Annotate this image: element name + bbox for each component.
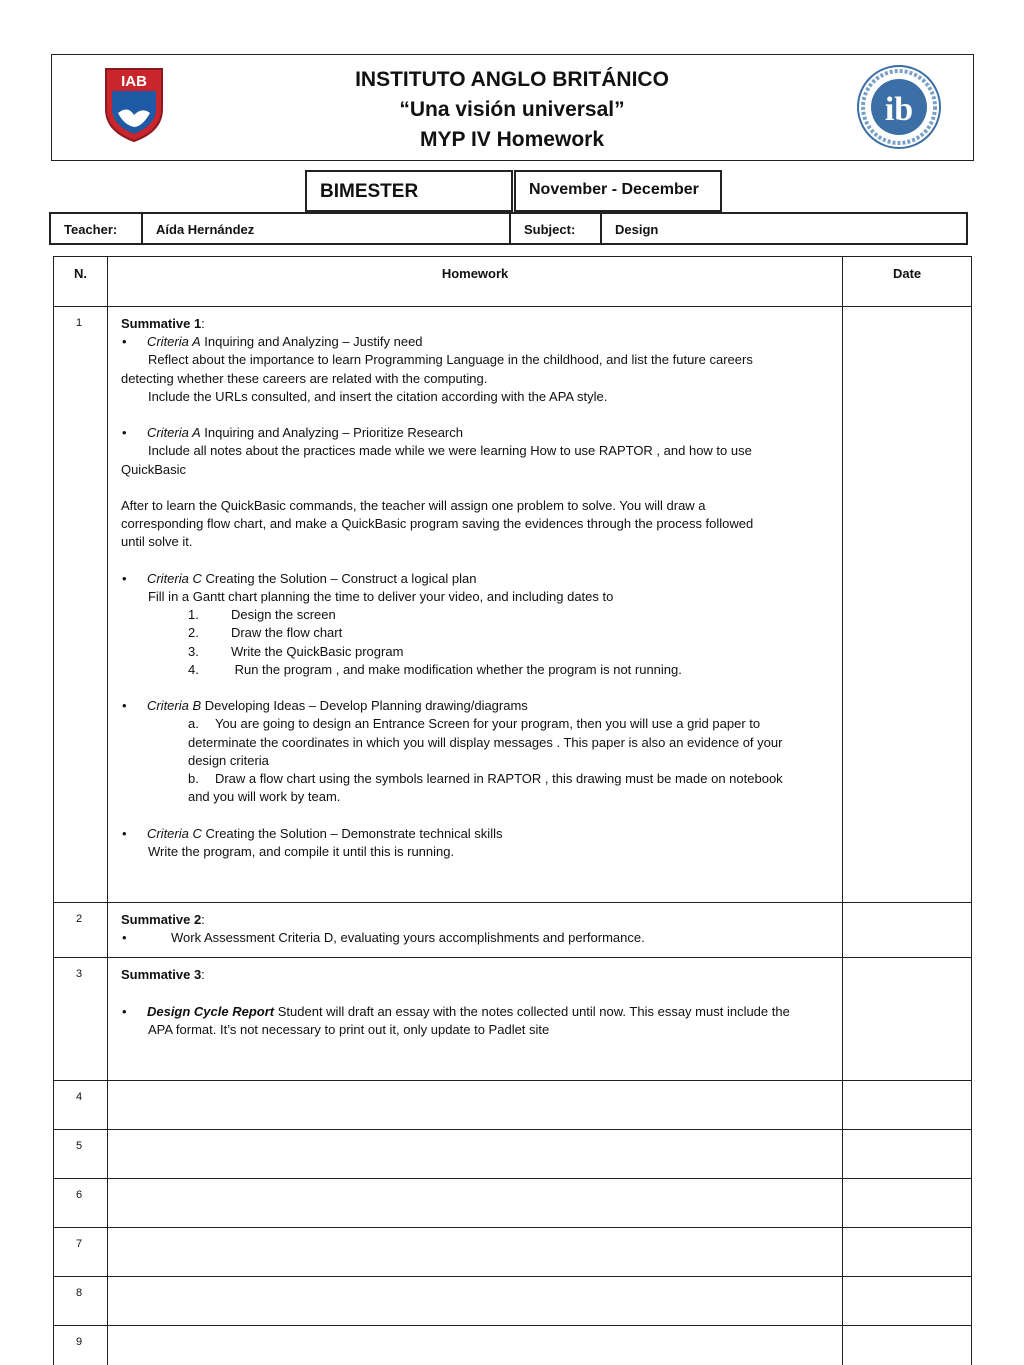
criteria-title: Inquiring and Analyzing – Prioritize Research (200, 425, 463, 441)
text-line: detecting whether these careers are related with the computing. (120, 370, 488, 386)
text-line: until solve it. (120, 534, 193, 550)
homework-cell: Summative 2: • Work Assessment Criteria D, evaluating yours accomplishments and performance. (107, 903, 842, 958)
criteria-name: Criteria C (146, 570, 202, 586)
column-header-n: N. (54, 257, 108, 307)
title-block (252, 65, 772, 155)
svg-text:ib: ib (884, 91, 914, 128)
homework-cell (107, 1228, 842, 1277)
homework-cell (107, 1326, 842, 1365)
text-line: Include all notes about the practices made while we were learning How to use RAPTOR , and how to use (147, 443, 752, 459)
text-line: Write the program, and compile it until this is running. (147, 843, 455, 859)
homework-cell (107, 1277, 842, 1326)
iab-logo-icon (100, 65, 168, 143)
info-row (49, 212, 968, 245)
text-line: and you will work by team. (187, 789, 341, 805)
text-line: QuickBasic (120, 461, 186, 477)
list-item: 3. Write the QuickBasic program (187, 643, 404, 659)
date-cell (843, 1130, 972, 1179)
list-item: • Work Assessment Criteria D, evaluating yours accomplishments and performance. (121, 929, 828, 947)
row-number: 4 (54, 1081, 108, 1130)
list-item: b. Draw a flow chart using the symbols learned in RAPTOR , this drawing must be made on notebook (187, 771, 783, 787)
ib-logo-icon (856, 64, 942, 150)
teacher-label: Teacher: (51, 214, 143, 243)
table-row (54, 1326, 972, 1365)
homework-cell (107, 1081, 842, 1130)
table-row (54, 307, 972, 903)
summative-title: Summative 1 (120, 316, 202, 331)
bimester-label: BIMESTER (305, 170, 513, 212)
row-number: 7 (54, 1228, 108, 1277)
homework-cell: Summative 3: • Design Cycle Report Student will draft an essay with the notes collected until now. This essay must include the APA format. It’s not necessary to print out it, only update to Padlet site (107, 958, 842, 1081)
criteria-name: Criteria C (146, 825, 202, 841)
text-line: design criteria (187, 752, 269, 768)
criteria-title: Inquiring and Analyzing – Justify need (200, 334, 423, 350)
column-header-homework: Homework (107, 257, 842, 307)
list-item: 2. Draw the flow chart (187, 625, 343, 641)
text-line: APA format. It’s not necessary to print out it, only update to Padlet site (147, 1022, 550, 1037)
list-item: a. You are going to design an Entrance Screen for your program, then you will use a grid paper to (187, 716, 761, 732)
text-line: determinate the coordinates in which you will display messages . This paper is also an evidence of your (187, 734, 783, 750)
date-cell (843, 1326, 972, 1365)
subject-label: Subject: (511, 214, 602, 243)
column-header-date: Date (843, 257, 972, 307)
school-motto: “Una visión universal” (399, 98, 625, 121)
table-header-row (54, 257, 972, 307)
document-title: MYP IV Homework (420, 128, 604, 151)
homework-table (53, 256, 972, 1365)
bimester-value: November - December (514, 170, 722, 212)
subject-name: Design (615, 222, 659, 237)
table-row (54, 1277, 972, 1326)
criteria-name: Criteria A (146, 334, 201, 350)
report-name: Design Cycle Report (146, 1003, 275, 1019)
table-row (54, 1179, 972, 1228)
row-number: 1 (54, 307, 108, 903)
criteria-title: Developing Ideas – Develop Planning drawing/diagrams (201, 698, 528, 714)
header-box (51, 54, 974, 161)
summative-title: Summative 2 (120, 912, 202, 927)
homework-cell (107, 1179, 842, 1228)
criteria-title: Creating the Solution – Demonstrate technical skills (201, 825, 503, 841)
school-name: INSTITUTO ANGLO BRITÁNICO (355, 68, 669, 91)
table-row (54, 1130, 972, 1179)
criteria-title: Creating the Solution – Construct a logical plan (201, 570, 477, 586)
list-item: 1. Design the screen (187, 607, 336, 623)
row-number: 2 (54, 903, 108, 958)
date-cell (843, 307, 972, 903)
date-cell (843, 903, 972, 958)
date-cell (843, 1228, 972, 1277)
table-row (54, 1081, 972, 1130)
date-cell (843, 1277, 972, 1326)
list-item: 4. Run the program , and make modification whether the program is not running. (187, 661, 682, 677)
text-line: Include the URLs consulted, and insert the citation according with the APA style. (147, 388, 608, 404)
text-line: Reflect about the importance to learn Programming Language in the childhood, and list the future careers (147, 352, 753, 368)
date-cell (843, 1179, 972, 1228)
criteria-name: Criteria B (146, 698, 202, 714)
criteria-name: Criteria A (146, 425, 201, 441)
homework-cell: Summative 1: • Criteria A Inquiring and Analyzing – Justify need Reflect about the importance to learn Programming Language in the childhood, and list the future careers detecting whether these careers are related with the computing. Include the URLs consulted, and insert the citation according with the APA style. • Criteria A Inquiring and Analyzing – Prioritize Research Include all notes about the practices made while we were learning How to use RAPTOR , and how to use QuickBasic After to learn the QuickBasic commands, the teacher will assign one problem to solve. You will draw a corresponding flow chart, and make a QuickBasic program saving the evidences through the process followed until solve it. • Criteria C Creating the Solution – Construct a logical plan Fill in a Gantt chart planning the time to deliver your video, and including dates to 1. Design the screen 2. Draw the flow chart 3. Write the QuickBasic program 4. Run the program , and make modification whether the program is not running. • Criteria B Developing Ideas – Develop Planning drawing/diagrams a. You are going to design an Entrance Screen for your program, then you will use a grid paper to determinate the coordinates in which you will display messages . This paper is also an evidence of your design criteria b. Draw a flow chart using the symbols learned in RAPTOR , this drawing must be made on notebook and you will work by team. • Criteria C Creating the Solution – Demonstrate technical skills Write the program, and compile it until this is running. (107, 307, 842, 903)
text-line: After to learn the QuickBasic commands, the teacher will assign one problem to solve. You will draw a (120, 498, 706, 513)
row-number: 9 (54, 1326, 108, 1365)
text-line: Student will draft an essay with the notes collected until now. This essay must include the (274, 1003, 790, 1019)
text-line: Fill in a Gantt chart planning the time to deliver your video, and including dates to (147, 589, 614, 604)
row-number: 3 (54, 958, 108, 1081)
date-cell (843, 1081, 972, 1130)
table-row (54, 903, 972, 958)
row-number: 8 (54, 1277, 108, 1326)
teacher-name: Aída Hernández (143, 214, 511, 243)
table-row (54, 1228, 972, 1277)
svg-text:IAB: IAB (121, 73, 147, 90)
date-cell (843, 958, 972, 1081)
row-number: 6 (54, 1179, 108, 1228)
homework-cell (107, 1130, 842, 1179)
row-number: 5 (54, 1130, 108, 1179)
table-row (54, 958, 972, 1081)
summative-title: Summative 3 (120, 967, 202, 983)
text-line: corresponding flow chart, and make a QuickBasic program saving the evidences through the process followed (120, 516, 754, 532)
